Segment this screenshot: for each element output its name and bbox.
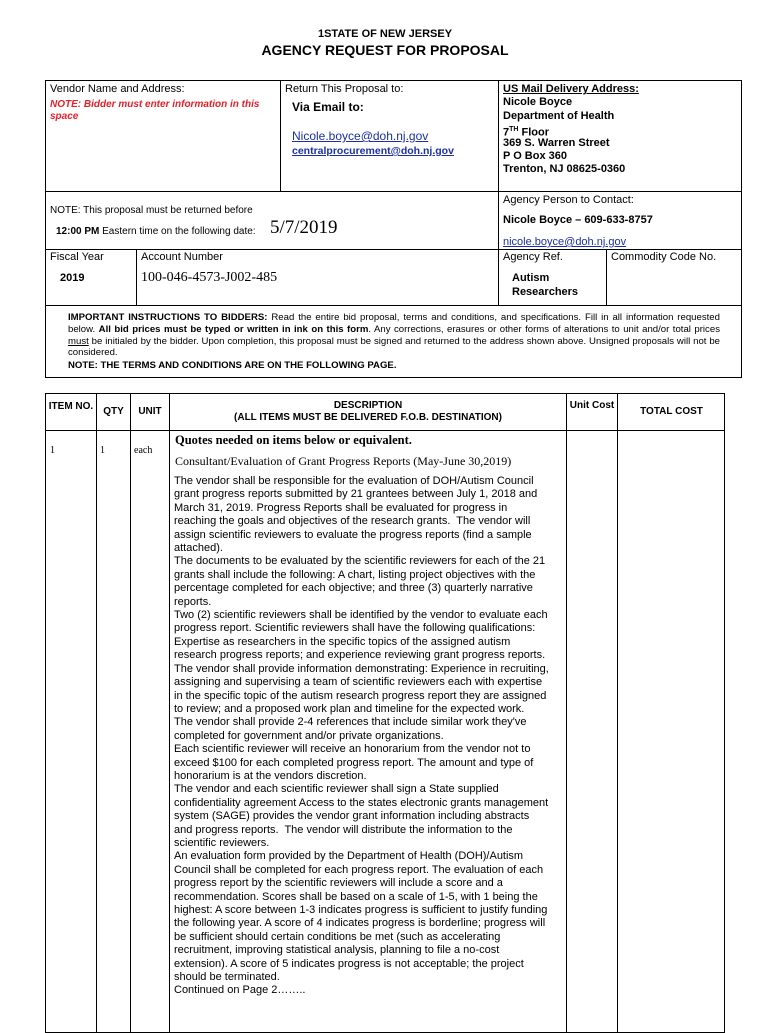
return-email-2[interactable]: centralprocurement@doh.nj.gov <box>292 145 454 157</box>
commodity-code-label: Commodity Code No. <box>611 251 717 263</box>
mail-name: Nicole Boyce <box>503 96 573 108</box>
account-number-label: Account Number <box>141 251 223 263</box>
vendor-note: NOTE: Bidder must enter information in this space <box>50 99 260 122</box>
form-title: AGENCY REQUEST FOR PROPOSAL <box>261 42 509 58</box>
row-unit: each <box>134 445 153 456</box>
via-email-label: Via Email to: <box>292 100 364 114</box>
row-heading: Quotes needed on items below or equivalent. <box>175 433 412 447</box>
mail-floor: 7TH Floor <box>503 126 550 139</box>
terms-note: NOTE: THE TERMS AND CONDITIONS ARE ON THE FOLLOWING PAGE. <box>68 360 397 371</box>
form-header-state: 1STATE OF NEW JERSEY <box>317 28 453 40</box>
mail-street: 369 S. Warren Street <box>503 137 610 149</box>
row-item-no: 1 <box>50 445 55 456</box>
agency-ref-value-1: Autism <box>512 272 550 284</box>
col-qty: QTY <box>103 406 124 417</box>
deadline-date: 5/7/2019 <box>270 217 338 238</box>
return-email-1[interactable]: Nicole.boyce@doh.nj.gov <box>292 129 429 143</box>
col-item-no: ITEM NO. <box>48 401 94 412</box>
col-total-cost: TOTAL COST <box>640 406 703 417</box>
col-unit: UNIT <box>138 406 162 417</box>
row-qty: 1 <box>100 445 105 456</box>
mail-city: Trenton, NJ 08625-0360 <box>503 163 626 175</box>
agency-ref-value-2: Researchers <box>512 286 579 298</box>
bidder-instructions: IMPORTANT INSTRUCTIONS TO BIDDERS: Read the entire bid proposal, terms and conditions, and specifications. Fill in all information requested below. All bid prices must be typed or written in ink on this form. Any corrections, erasures or other forms of alterations to unit and/or total prices must be initialed by the bidder. Upon completion, this proposal must be signed and returned to the address shown above. Unsigned proposals will not be considered. <box>68 312 720 359</box>
return-label: Return This Proposal to: <box>285 83 404 95</box>
agency-ref-label: Agency Ref. <box>503 251 563 263</box>
col-description: DESCRIPTION (ALL ITEMS MUST BE DELIVERED F.O.B. DESTINATION) <box>234 400 502 423</box>
mail-label: US Mail Delivery Address: <box>503 83 639 95</box>
account-number-value: 100-046-4573-J002-485 <box>141 270 278 285</box>
row-description: The vendor shall be responsible for the evaluation of DOH/Autism Council grant progress reports submitted by 21 grantees between July 1, 2018 and March 31, 2019. Progress Reports shall be evaluated for progress in reaching the goals and objectives of the research grants. The vendor will assign scientific reviewers to evaluate the progress reports (find a sample attached). The documents to be evaluated by the scientific reviewers for each of the 21 grants shall include the following: A chart, listing project objectives with the percentage completed for each objective; and three (3) quarterly narrative reports. Two (2) scientific reviewers shall be identified by the vendor to evaluate each progress report. Scientific reviewers shall have the following qualifications: Expertise as researchers in the specific topics of the assigned autism research progress reports; and experience reviewing grant progress reports. The vendor shall provide information demonstrating: Experience in recruiting, assigning and supervising a team of scientific reviewers each with expertise in the specific topic of the autism research progress report they are assigned to review; and a proposed work plan and timeline for the expected work. The vendor shall provide 2-4 references that include similar work they've completed for government and/or private organizations. Each scientific reviewer will receive an honorarium from the vendor not to exceed $100 for each completed progress report. The amount and type of honorarium is at the vendors discretion. The vendor and each scientific reviewer shall sign a State supplied confidentiality agreement Access to the states electronic grants management system (SAGE) provides the vendor grant information including abstracts and progress reports. The vendor will distribute the information to the scientific reviewers. An evaluation form provided by the Department of Health (DOH)/Autism Council shall be completed for each progress report. The evaluation of each progress report by the scientific reviewers will include a score and a recommendation. Scores shall be based on a scale of 1-5, with 1 being the highest: A score between 1-3 indicates progress is sufficient to justify funding the following year. A score of 4 indicates progress is borderline; progress will be sufficient should certain conditions be met (such as accelerating recruitment, improving statistical analysis, planning to file a no-cost extension). A score of 5 indicates progress is not acceptable; the project should be terminated. Continued on Page 2…….. <box>174 475 549 997</box>
mail-department: Department of Health <box>503 110 615 122</box>
col-unit-cost: Unit Cost <box>569 400 615 411</box>
fiscal-year-value: 2019 <box>60 272 85 284</box>
mail-pobox: P O Box 360 <box>503 150 567 162</box>
contact-label: Agency Person to Contact: <box>503 194 634 206</box>
vendor-label: Vendor Name and Address: <box>50 83 185 95</box>
contact-name-phone: Nicole Boyce – 609-633-8757 <box>503 214 653 226</box>
fiscal-year-label: Fiscal Year <box>50 251 104 263</box>
deadline-note: NOTE: This proposal must be returned before <box>50 205 253 216</box>
deadline-time: 12:00 PM Eastern time on the following date: <box>56 226 256 237</box>
contact-email[interactable]: nicole.boyce@doh.nj.gov <box>503 236 627 248</box>
row-subheading: Consultant/Evaluation of Grant Progress Reports (May-June 30,2019) <box>175 454 512 468</box>
